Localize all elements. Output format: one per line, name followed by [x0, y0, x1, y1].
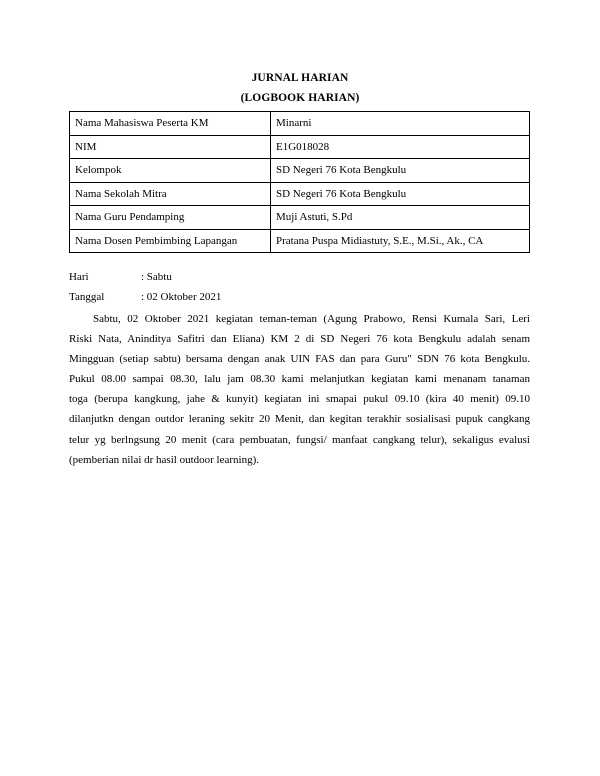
paragraph-line: Riski Nata, Aninditya Safitri dan Eliana) KM 2 di SD Negeri 76 kota Bengkulu adalah senam	[69, 333, 530, 346]
row-label: Nama Guru Pendamping	[70, 206, 271, 230]
paragraph-line: toga (berupa kangkung, jahe & kunyit) kegiatan ini smapai pukul 09.10 (kira 40 menit) 09.10	[69, 393, 530, 406]
table-row	[70, 135, 530, 159]
row-value: Minarni	[271, 112, 530, 136]
paragraph-line: Mingguan (setiap sabtu) bersama dengan anak UIN FAS dan para Guru" SDN 76 kota Bengkulu.	[69, 353, 530, 366]
row-value: E1G018028	[271, 135, 530, 159]
paragraph-line: telur yg berlngsung 20 menit (cara pembuatan, fungsi/ manfaat cangkang telur), sekaligus evalusi	[69, 433, 530, 446]
day-value: : Sabtu	[141, 271, 172, 283]
page-subtitle: (LOGBOOK HARIAN)	[240, 92, 360, 104]
table-row	[70, 182, 530, 206]
row-value: Pratana Puspa Midiastuty, S.E., M.Si., Ak., CA	[271, 229, 530, 253]
row-label: NIM	[70, 135, 271, 159]
table-row	[70, 206, 530, 230]
day-label: Hari	[69, 271, 89, 283]
row-label: Nama Mahasiswa Peserta KM	[70, 112, 271, 136]
row-label: Nama Dosen Pembimbing Lapangan	[70, 229, 271, 253]
row-value: Muji Astuti, S.Pd	[271, 206, 530, 230]
table-row	[70, 112, 530, 136]
paragraph-line: Pukul 08.00 sampai 08.30, lalu jam 08.30 kami melanjutkan kegiatan kami menanam tanaman	[69, 373, 530, 386]
table-row	[70, 229, 530, 253]
row-label: Nama Sekolah Mitra	[70, 182, 271, 206]
date-value: : 02 Oktober 2021	[141, 291, 222, 303]
paragraph-line: dilanjutkn dengan outdor leraning sekitr 20 Menit, dan kegitan terakhir sosialisasi pupuk cangkang	[69, 413, 530, 426]
table-row	[70, 159, 530, 183]
date-line	[69, 291, 221, 303]
paragraph-line: Sabtu, 02 Oktober 2021 kegiatan teman-teman (Agung Prabowo, Rensi Kumala Sari, Leri	[93, 313, 530, 325]
paragraph-line: (pemberian nilai dr hasil outdoor learning).	[69, 453, 259, 466]
activity-paragraph	[69, 309, 530, 470]
row-value: SD Negeri 76 Kota Bengkulu	[271, 182, 530, 206]
page-title: JURNAL HARIAN	[251, 72, 349, 84]
row-label: Kelompok	[70, 159, 271, 183]
date-label: Tanggal	[69, 291, 105, 303]
info-table	[69, 111, 530, 253]
row-value: SD Negeri 76 Kota Bengkulu	[271, 159, 530, 183]
day-line	[69, 271, 172, 283]
